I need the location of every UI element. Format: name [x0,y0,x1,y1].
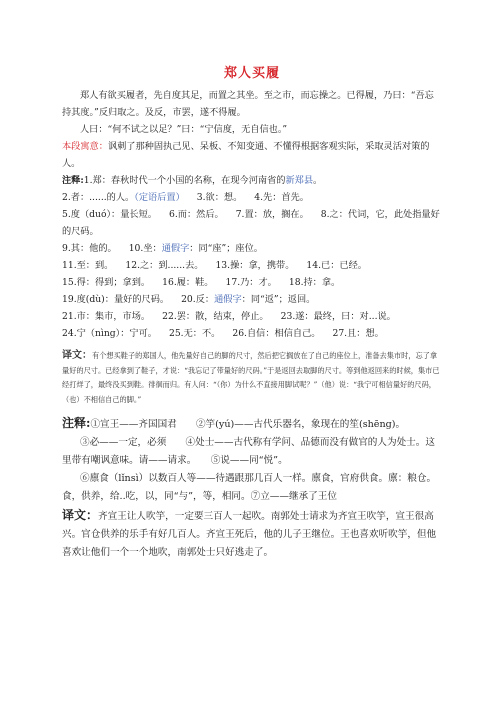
note-5: 5.度（duó）：量长短。 [62,209,157,220]
note-22: 22.罢：散，结束，停止。 [162,311,269,322]
notes-line-2 [62,189,442,206]
notes-line-3 [62,206,442,240]
note-20-tag: 通假字 [214,294,242,305]
note-25: 25.无：不。 [168,328,221,339]
note-20-end: ：同“返”；返回。 [241,294,316,305]
translation-1-label: 译文： [62,350,92,362]
note-19: 19.度(dù)：量好的尺码。 [62,294,170,305]
notes-line-8 [62,308,442,325]
notes-2-line-1 [62,414,442,434]
translation-2-label: 译文： [62,508,99,523]
note-24: 24.宁（nìng）：宁可。 [62,328,157,339]
note-13: 13.操：拿，携带。 [215,260,295,271]
note-7: 7.置：放，搁在。 [235,209,309,220]
translation-2-text: 齐宣王让人吹竽，一定要三百人一起吹。南郭处士请求为齐宣王吹竽，宣王很高兴。官仓供养的乐手有好几百人。齐宣王死后，他的儿子王继位。王也喜欢听吹竽，但他喜欢让他们一个一个地吹，南郭处士只好逃走了。 [62,511,437,559]
translation-2 [62,506,442,562]
note-12: 12.之：到......去。 [125,260,204,271]
note-21: 21.市：集市，市场。 [62,311,151,322]
note-10: 10.坐： [128,243,162,254]
notes-line-7 [62,291,442,308]
notes-line-5 [62,257,442,274]
note-26: 26.自信：相信自己。 [232,328,321,339]
note-2: 2.者：......的人。 [62,192,135,203]
notes-line-4 [62,240,442,257]
note-1-place: 新郑县 [285,175,314,186]
notes-line-1 [62,172,442,189]
notes-2-label: 注释: [62,416,91,431]
note-2-tag: （定语后置） [134,192,185,203]
notes-line-6 [62,274,442,291]
note-14: 14.已：已经。 [306,260,367,271]
note-8: 8.之：代词，它，此处指量好的尺码。 [62,209,440,237]
note-16: 16.履：鞋。 [162,277,214,288]
note-6: 6.而：然后。 [169,209,224,220]
note-1-end: 。 [313,175,323,186]
note-23: 23.遂：最终，曰：对...说。 [280,311,396,322]
note-4: 4.先：首先。 [254,192,309,203]
story-paragraph-2: 人曰：“何不试之以足？”曰：“宁信度，无自信也。” [80,124,288,135]
notes-2-line-2: ③必——一定，必须 ④处士——古代称有学问、品德而没有做官的人为处士。这里带有嘲讽意味。请——请求。 ⑤说——同“悦”。 [62,437,435,467]
note-27: 27.且：想。 [332,328,384,339]
moral-text: 讽刺了那种固执己见、呆板、不知变通、不懂得根据客观实际，采取灵活对策的人。 [62,141,430,169]
notes-label: 注释: [62,175,84,186]
story-paragraph-1: 郑人有欲买履者，先自度其足，而置之其坐。至之市，而忘操之。已得履，乃曰：“吾忘持其度。”反归取之。及反，市罢，遂不得履。 [62,90,434,118]
note-15: 15.得：得到；拿到。 [62,277,151,288]
translation-1 [62,349,442,407]
notes-line-9 [62,325,442,342]
note-3: 3.欲：想。 [196,192,243,203]
note-1: 1.郑：春秋时代一个小国的名称，在现今河南省的 [83,175,286,186]
notes-2-line-3: ⑥廪食（lǐnsì）以数百人等——待遇跟那几百人一样。廪食，官府供食。廪：粮仓。食，供养，给..吃，以，同“与”，等，相同。⑦立——继承了王位 [62,473,437,503]
translation-1-text: 有个想买鞋子的郑国人，他先量好自己的脚的尺寸，然后把它搁放在了自己的座位上，准备去集市时，忘了拿量好的尺寸。已经拿到了鞋子，才说：“我忘记了带量好的尺码。”于是返回去取脚的尺寸。等到他返回来的时候，集市已经打烊了，最终没买到鞋。徘徊而归。有人问：“（你）为什么不直接用脚试呢？”（他）说：“我宁可相信量好的尺码，（也）不相信自己的脚。” [62,351,440,404]
note-9: 9.其：他的。 [62,243,117,254]
note-17: 17.乃：才。 [225,277,277,288]
notes-2-item-1: ①宣王——齐国国君 ②竽(yú)——古代乐器名，象现在的笙(shēng)。 [90,419,406,431]
note-11: 11.至：到。 [62,260,114,271]
moral-paragraph [62,138,442,172]
note-10-end: ：同“座”；座位。 [189,243,263,254]
moral-label: 本段寓意： [62,141,108,152]
note-20: 20.反： [181,294,215,305]
notes-2-block [62,414,442,506]
note-10-tag: 通假字 [161,243,190,254]
page-title: 郑人买履 [223,66,280,81]
note-18: 18.持：拿。 [288,277,341,288]
